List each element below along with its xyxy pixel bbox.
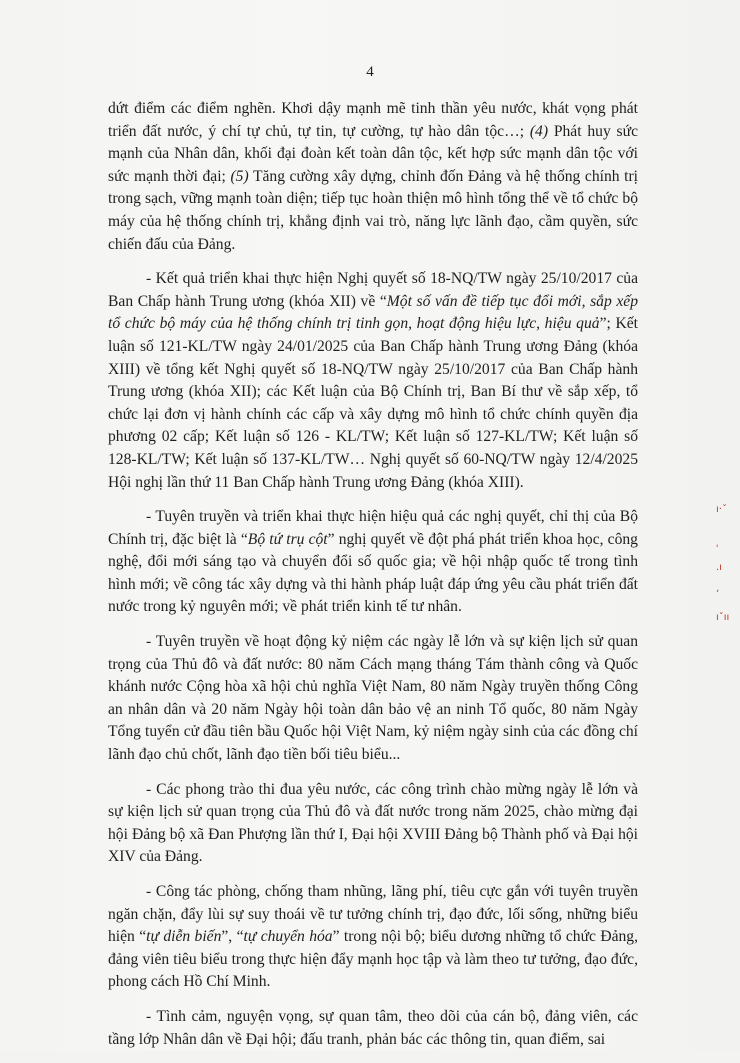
italic-text-segment: (4): [529, 122, 549, 140]
paragraph: [108, 779, 638, 869]
paragraph: [108, 506, 638, 619]
text-segment: ” nghị quyết về đột phá phát triển khoa học, công nghệ, đổi mới sáng tạo và chuyển đổi số quốc gia; về hội nhập quốc tế trong tình hình mới; về công tác xây dựng và thi hành pháp luật đáp ứng yêu cầu phát triển đất nước trong kỷ nguyên mới; về phát triển kinh tế tư nhân.: [108, 530, 638, 616]
margin-mark: ıˇıı: [716, 612, 730, 623]
italic-text-segment: (5): [230, 167, 249, 185]
text-segment: - Các phong trào thi đua yêu nước, các công trình chào mừng ngày lễ lớn và sự kiện lịch sử quan trọng của Thủ đô và đất nước trong năm 2025, chào mừng đại hội Đảng bộ xã Đan Phượng lần thứ I, Đại hội XVIII Đảng bộ Thành phố và Đại hội XIV của Đảng.: [108, 780, 638, 866]
margin-mark: ʼ: [716, 589, 720, 600]
italic-text-segment: tự diễn biến: [146, 928, 222, 946]
document-body: [108, 98, 638, 1063]
text-segment: dứt điểm các điểm nghẽn. Khơi dậy mạnh mẽ tinh thần yêu nước, khát vọng phát triển đất nước, ý chí tự chủ, tự tin, tự cường, tự hào dân tộc…;: [108, 100, 638, 140]
margin-mark: ı·ˇ: [716, 504, 727, 515]
italic-text-segment: Một số vấn đề tiếp tục đổi mới, sắp xếp tổ chức bộ máy của hệ thống chính trị tinh gọn, hoạt động hiệu lực, hiệu quả: [108, 292, 638, 333]
margin-mark: .ı: [716, 562, 722, 573]
text-segment: ”; Kết luận số 121-KL/TW ngày 24/01/2025 của Ban Chấp hành Trung ương Đảng (khóa XIII) về tổng kết Nghị quyết số 18-NQ/TW ngày 25/10/2017 của Ban Chấp hành Trung ương (khóa XII); các Kết luận của Bộ Chính trị, Ban Bí thư về sắp xếp, tổ chức lại đơn vị hành chính các cấp và xây dựng mô hình tổ chức chính quyền địa phương 02 cấp; Kết luận số 126 - KL/TW; Kết luận số 127-KL/TW; Kết luận số 128-KL/TW; Kết luận số 137-KL/TW… Nghị quyết số 60-NQ/TW ngày 12/4/2025 Hội nghị lần thứ 11 Ban Chấp hành Trung ương Đảng (khóa XIII).: [108, 315, 638, 491]
italic-text-segment: tự chuyển hóa: [243, 928, 333, 946]
text-segment: - Tuyên truyền về hoạt động kỷ niệm các ngày lễ lớn và sự kiện lịch sử quan trọng của Thủ đô và đất nước: 80 năm Cách mạng tháng Tám thành công và Quốc khánh nước Cộng hòa xã hội chủ nghĩa Việt Nam, 80 năm Ngày truyền thống Công an nhân dân và 20 năm Ngày hội toàn dân bảo vệ an ninh Tổ quốc, 80 năm Ngày Tổng tuyển cử đầu tiên bầu Quốc hội Việt Nam, kỷ niệm ngày sinh của các đồng chí lãnh đạo chủ chốt, lãnh đạo tiền bối tiêu biểu...: [108, 633, 638, 764]
text-segment: - Tuyên truyền và triển khai thực hiện hiệu quả các nghị quyết, chỉ thị của Bộ Chính trị, đặc biệt là “: [108, 508, 638, 548]
text-segment: Tăng cường xây dựng, chỉnh đốn Đảng và hệ thống chính trị trong sạch, vững mạnh toàn diện; tiếp tục hoàn thiện mô hình tổng thể về tổ chức bộ máy của hệ thống chính trị, khẳng định vai trò, năng lực lãnh đạo, cầm quyền, sức chiến đấu của Đảng.: [108, 167, 638, 253]
margin-mark: ʿ: [716, 544, 720, 555]
paragraph: [108, 631, 638, 767]
paragraph: [108, 881, 638, 994]
paragraph: [108, 268, 638, 494]
text-segment: Phát huy sức mạnh của Nhân dân, khối đại đoàn kết toàn dân tộc, kết hợp sức mạnh dân tộc với sức mạnh thời đại;: [108, 122, 638, 185]
italic-text-segment: Bộ tứ trụ cột: [247, 530, 328, 548]
page-number: 4: [366, 64, 374, 80]
paragraph: [108, 98, 638, 256]
text-segment: - Tình cảm, nguyện vọng, sự quan tâm, theo dõi của cán bộ, đảng viên, các tầng lớp Nhân dân về Đại hội; đấu tranh, phản bác các thông tin, quan điểm, sai: [108, 1007, 638, 1048]
paragraph: [108, 1006, 638, 1051]
text-segment: ”, “: [221, 928, 244, 946]
text-segment: - Công tác phòng, chống tham nhũng, lãng phí, tiêu cực gắn với tuyên truyền ngăn chặn, đẩy lùi sự suy thoái về tư tưởng chính trị, đạo đức, lối sống, những biểu hiện “: [108, 883, 638, 946]
text-segment: ” trong nội bộ; biểu dương những tổ chức Đảng, đảng viên tiêu biểu trong thực hiện đẩy mạnh học tập và làm theo tư tưởng, đạo đức, phong cách Hồ Chí Minh.: [108, 928, 638, 991]
margin-stamp-marks: [716, 505, 740, 645]
text-segment: - Kết quả triển khai thực hiện Nghị quyết số 18-NQ/TW ngày 25/10/2017 của Ban Chấp hành Trung ương (khóa XII) về “: [108, 270, 638, 310]
